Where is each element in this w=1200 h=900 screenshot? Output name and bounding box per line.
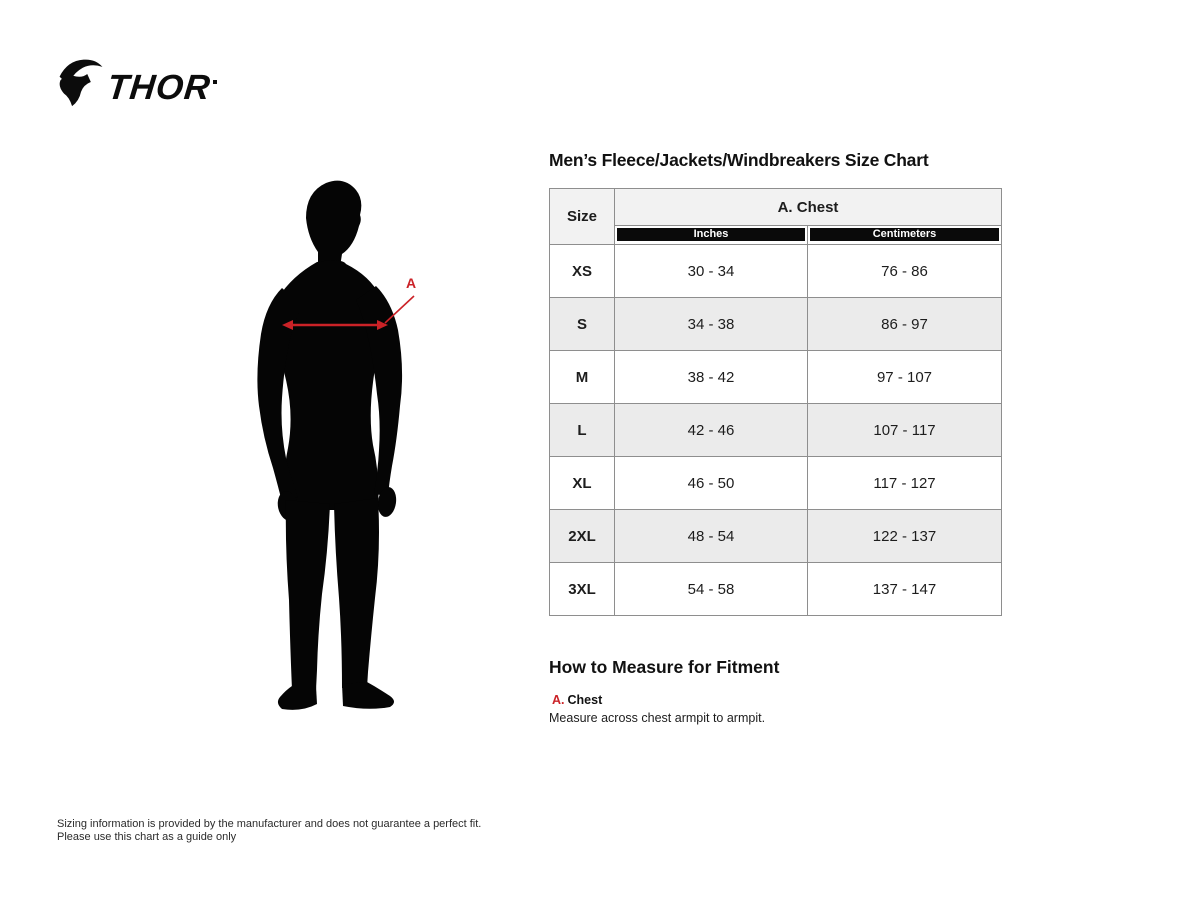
- centimeters-subheader: Centimeters: [810, 228, 999, 241]
- size-cell: M: [550, 351, 615, 404]
- measure-description: Measure across chest armpit to armpit.: [549, 711, 766, 725]
- disclaimer-text: [57, 818, 481, 843]
- body-silhouette-figure: [230, 170, 460, 720]
- inches-cell: 34 - 38: [615, 298, 808, 351]
- inches-subheader-cell: [615, 226, 808, 245]
- inches-cell: 38 - 42: [615, 351, 808, 404]
- centimeters-cell: 76 - 86: [808, 245, 1002, 298]
- thor-logo: [56, 56, 217, 108]
- table-row: [550, 245, 1002, 298]
- measure-guide-title: How to Measure for Fitment: [549, 657, 780, 677]
- inches-cell: 46 - 50: [615, 457, 808, 510]
- chest-group-header: A. Chest: [615, 189, 1002, 226]
- table-row: [550, 563, 1002, 616]
- measure-name: Chest: [567, 693, 603, 707]
- table-row: [550, 510, 1002, 563]
- size-column-header: Size: [550, 189, 615, 245]
- table-row: [550, 351, 1002, 404]
- size-cell: XL: [550, 457, 615, 510]
- chest-marker-label: A: [406, 275, 417, 291]
- inches-subheader: Inches: [617, 228, 805, 241]
- size-cell: XS: [550, 245, 615, 298]
- centimeters-cell: 117 - 127: [808, 457, 1002, 510]
- centimeters-cell: 137 - 147: [808, 563, 1002, 616]
- inches-cell: 30 - 34: [615, 245, 808, 298]
- centimeters-cell: 97 - 107: [808, 351, 1002, 404]
- table-row: [550, 404, 1002, 457]
- table-row: [550, 298, 1002, 351]
- centimeters-cell: 122 - 137: [808, 510, 1002, 563]
- thor-goat-icon: [56, 56, 106, 108]
- size-table: [549, 188, 1002, 616]
- brand-trademark-dot: [213, 80, 217, 84]
- size-cell: S: [550, 298, 615, 351]
- inches-cell: 42 - 46: [615, 404, 808, 457]
- table-row: [550, 457, 1002, 510]
- disclaimer-line-2: Please use this chart as a guide only: [57, 830, 237, 843]
- disclaimer-line-1: Sizing information is provided by the manufacturer and does not guarantee a perfect fit.: [57, 818, 482, 830]
- centimeters-cell: 86 - 97: [808, 298, 1002, 351]
- size-cell: 3XL: [550, 563, 615, 616]
- measure-item-chest: [552, 693, 602, 707]
- inches-cell: 54 - 58: [615, 563, 808, 616]
- measure-key: A.: [552, 693, 565, 707]
- size-cell: L: [550, 404, 615, 457]
- size-cell: 2XL: [550, 510, 615, 563]
- inches-cell: 48 - 54: [615, 510, 808, 563]
- size-chart-title: Men’s Fleece/Jackets/Windbreakers Size Chart: [549, 150, 929, 170]
- male-silhouette-graphic: [230, 170, 460, 720]
- centimeters-cell: 107 - 117: [808, 404, 1002, 457]
- centimeters-subheader-cell: [808, 226, 1002, 245]
- brand-name: THOR: [105, 67, 213, 107]
